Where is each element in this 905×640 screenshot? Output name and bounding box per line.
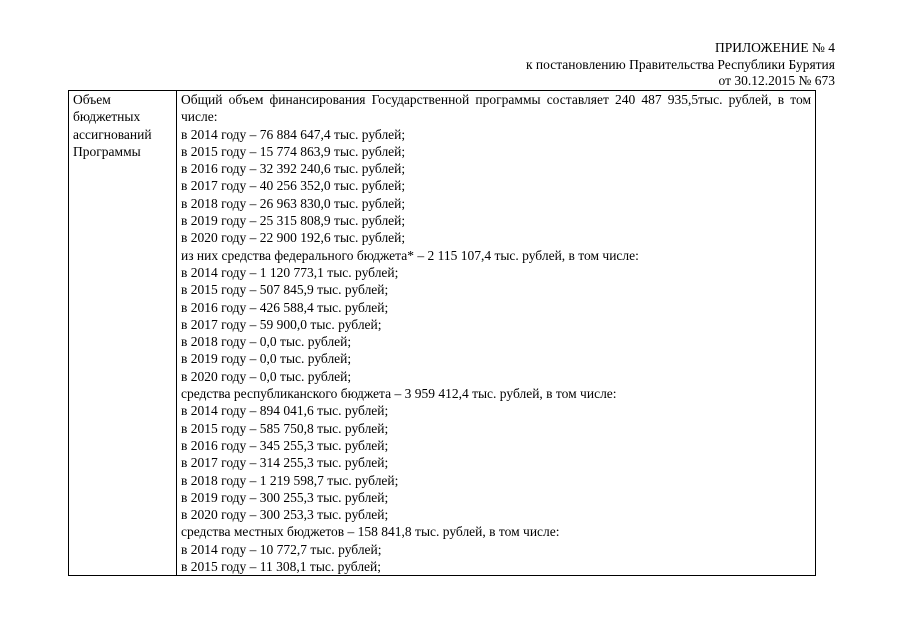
- appendix-date-number: от 30.12.2015 № 673: [718, 73, 835, 88]
- row-label-line: бюджетных: [73, 109, 141, 125]
- local-budget-heading: средства местных бюджетов – 158 841,8 тыс. рублей, в том числе:: [181, 524, 560, 540]
- financing-line: в 2015 году – 11 308,1 тыс. рублей;: [181, 559, 382, 575]
- financing-line: в 2018 году – 1 219 598,7 тыс. рублей;: [181, 472, 399, 488]
- financing-line: в 2017 году – 59 900,0 тыс. рублей;: [181, 316, 382, 332]
- financing-line: в 2014 году – 76 884 647,4 тыс. рублей;: [181, 126, 406, 142]
- federal-budget-heading: из них средства федерального бюджета* – 2 115 107,4 тыс. рублей, в том числе:: [181, 247, 639, 263]
- financing-line: в 2016 году – 426 588,4 тыс. рублей;: [181, 299, 389, 315]
- appendix-reference: к постановлению Правительства Республики Бурятия: [526, 56, 835, 72]
- financing-line: в 2014 году – 1 120 773,1 тыс. рублей;: [181, 264, 399, 280]
- financing-line: в 2015 году – 585 750,8 тыс. рублей;: [181, 420, 389, 436]
- row-label-line: Программы: [73, 143, 141, 159]
- financing-line: в 2018 году – 26 963 830,0 тыс. рублей;: [181, 195, 406, 211]
- financing-line: в 2020 году – 22 900 192,6 тыс. рублей;: [181, 230, 406, 246]
- row-content-cell: [177, 91, 816, 576]
- table-row: [69, 91, 816, 576]
- financing-line: в 2018 году – 0,0 тыс. рублей;: [181, 334, 352, 350]
- row-label-line: ассигнований: [73, 126, 152, 142]
- financing-line: в 2015 году – 15 774 863,9 тыс. рублей;: [181, 143, 406, 159]
- financing-line: в 2017 году – 314 255,3 тыс. рублей;: [181, 455, 389, 471]
- financing-total-text: Общий объем финансирования Государственной программы составляет 240 487 935,5тыс. рублей, в том числе:: [181, 92, 811, 125]
- appendix-title: ПРИЛОЖЕНИЕ № 4: [714, 40, 835, 55]
- row-label-line: Объем: [73, 92, 111, 107]
- financing-line: в 2019 году – 25 315 808,9 тыс. рублей;: [181, 213, 406, 229]
- financing-line: в 2019 году – 0,0 тыс. рублей;: [181, 351, 352, 367]
- financing-line: в 2016 году – 345 255,3 тыс. рублей;: [181, 437, 389, 453]
- financing-line: в 2019 году – 300 255,3 тыс. рублей;: [181, 489, 389, 505]
- budget-allocations-table: [68, 90, 816, 576]
- financing-line: в 2016 году – 32 392 240,6 тыс. рублей;: [181, 161, 406, 177]
- appendix-header: [526, 40, 835, 90]
- republican-budget-heading: средства республиканского бюджета – 3 959 412,4 тыс. рублей, в том числе:: [181, 386, 617, 402]
- financing-line: в 2014 году – 894 041,6 тыс. рублей;: [181, 403, 389, 419]
- row-label-cell: [69, 91, 177, 576]
- financing-line: в 2020 году – 0,0 тыс. рублей;: [181, 368, 352, 384]
- financing-line: в 2015 году – 507 845,9 тыс. рублей;: [181, 282, 389, 298]
- financing-line: в 2020 году – 300 253,3 тыс. рублей;: [181, 507, 389, 523]
- financing-line: в 2017 году – 40 256 352,0 тыс. рублей;: [181, 178, 406, 194]
- financing-line: в 2014 году – 10 772,7 тыс. рублей;: [181, 541, 382, 557]
